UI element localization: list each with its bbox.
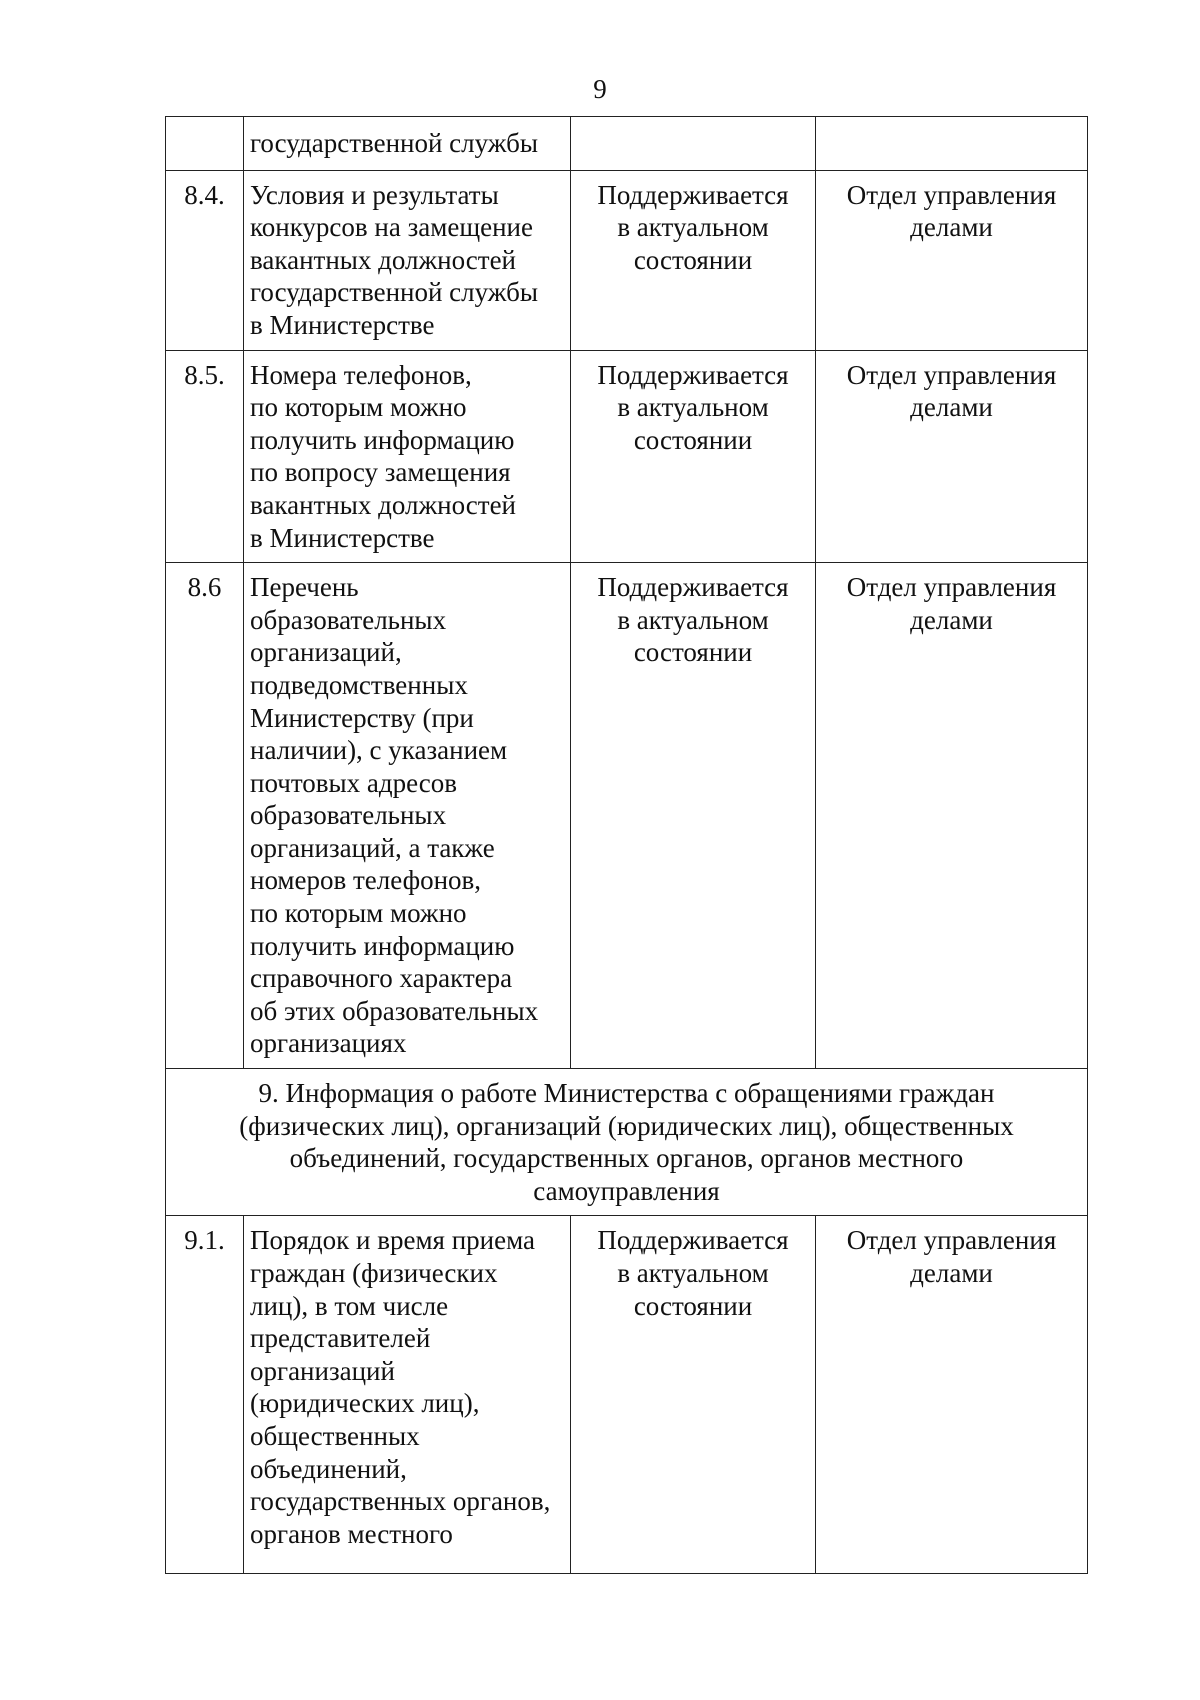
table-row — [166, 117, 1088, 171]
row-responsible — [816, 563, 1088, 1069]
table-row — [166, 1216, 1088, 1574]
status-line: Поддерживается — [597, 1225, 789, 1256]
table-row — [166, 563, 1088, 1069]
row-description — [244, 117, 571, 171]
row-responsible — [816, 117, 1088, 171]
description-line: образовательных — [250, 604, 447, 635]
section-heading — [166, 1069, 1088, 1216]
row-responsible — [816, 170, 1088, 350]
description-line: организаций — [250, 1355, 395, 1386]
description-line: наличии), с указанием — [250, 735, 508, 766]
status-line: в актуальном — [617, 1258, 769, 1288]
row-responsible — [816, 350, 1088, 563]
table-row — [166, 350, 1088, 563]
description-line: почтовых адресов — [250, 767, 458, 798]
row-description — [244, 563, 571, 1069]
description-line: объединений, — [250, 1453, 407, 1484]
row-status — [571, 563, 816, 1069]
status-line: в актуальном — [617, 392, 769, 423]
row-description — [244, 1216, 571, 1574]
row-number: 8.6 — [166, 563, 244, 1069]
section-heading-line: 9. Информация о работе Министерства с обращениями граждан — [258, 1078, 995, 1109]
description-line: вакантных должностей — [250, 244, 517, 275]
status-line: состоянии — [633, 424, 753, 455]
description-line: по которым можно — [250, 898, 467, 929]
description-line: органов местного — [250, 1518, 453, 1549]
description-line: об этих образовательных — [250, 995, 539, 1026]
description-line: подведомственных — [250, 669, 468, 700]
description-line: организаций, а также — [250, 832, 495, 863]
responsible-line: делами — [910, 604, 993, 635]
description-line: по которым можно — [250, 392, 467, 423]
row-description — [244, 350, 571, 563]
table-body — [166, 117, 1088, 1574]
row-number — [166, 117, 244, 171]
responsible-line: делами — [910, 392, 993, 423]
description-line: получить информацию — [250, 930, 515, 961]
description-line: Порядок и время приема — [250, 1225, 535, 1256]
description-line: государственных органов, — [250, 1486, 551, 1517]
information-table — [165, 116, 1088, 1574]
responsible-line: Отдел управления — [846, 359, 1057, 390]
row-responsible — [816, 1216, 1088, 1574]
section-heading-line: объединений, государственных органов, органов местного — [289, 1143, 964, 1174]
responsible-line: Отдел управления — [846, 572, 1057, 603]
description-line: Условия и результаты — [250, 179, 499, 210]
description-line: граждан (физических — [250, 1258, 498, 1288]
description-line: Перечень — [250, 572, 359, 603]
row-status — [571, 170, 816, 350]
description-line: представителей — [250, 1323, 431, 1354]
row-number: 8.4. — [166, 170, 244, 350]
description-line: в Министерстве — [250, 309, 435, 340]
description-line: вакантных должностей — [250, 489, 517, 520]
section-heading-row — [166, 1069, 1088, 1216]
row-number: 8.5. — [166, 350, 244, 563]
responsible-line: делами — [910, 1258, 993, 1288]
description-line: лиц), в том числе — [250, 1290, 449, 1321]
description-line: Министерству (при — [250, 702, 474, 733]
row-status — [571, 117, 816, 171]
description-line: в Министерстве — [250, 522, 435, 553]
status-line: состоянии — [633, 1290, 753, 1321]
status-line: в актуальном — [617, 212, 769, 243]
description-line: получить информацию — [250, 424, 515, 455]
page-number: 9 — [593, 74, 607, 104]
status-line: состоянии — [633, 637, 753, 668]
responsible-line: Отдел управления — [846, 179, 1057, 210]
status-line: в актуальном — [617, 604, 769, 635]
status-line: Поддерживается — [597, 359, 789, 390]
responsible-line: делами — [910, 212, 993, 243]
description-line: организациях — [250, 1028, 407, 1059]
responsible-line: Отдел управления — [846, 1225, 1057, 1256]
row-status — [571, 350, 816, 563]
description-line: справочного характера — [250, 963, 513, 994]
description-line: образовательных — [250, 800, 447, 831]
status-line: состоянии — [633, 244, 753, 275]
status-line: Поддерживается — [597, 572, 789, 603]
description-line: общественных — [250, 1420, 420, 1451]
section-heading-line: самоуправления — [533, 1175, 720, 1206]
description-line: конкурсов на замещение — [250, 212, 533, 243]
section-heading-line: (физических лиц), организаций (юридических лиц), общественных — [239, 1110, 1014, 1141]
status-line: Поддерживается — [597, 179, 789, 210]
table-row — [166, 170, 1088, 350]
description-line: организаций, — [250, 637, 402, 668]
description-line: (юридических лиц), — [250, 1388, 480, 1419]
description-line: номеров телефонов, — [250, 865, 482, 896]
row-description — [244, 170, 571, 350]
row-number: 9.1. — [166, 1216, 244, 1574]
description-line: государственной службы — [250, 128, 538, 158]
description-line: Номера телефонов, — [250, 359, 472, 390]
description-line: по вопросу замещения — [250, 457, 511, 488]
description-line: государственной службы — [250, 277, 538, 308]
row-status — [571, 1216, 816, 1574]
